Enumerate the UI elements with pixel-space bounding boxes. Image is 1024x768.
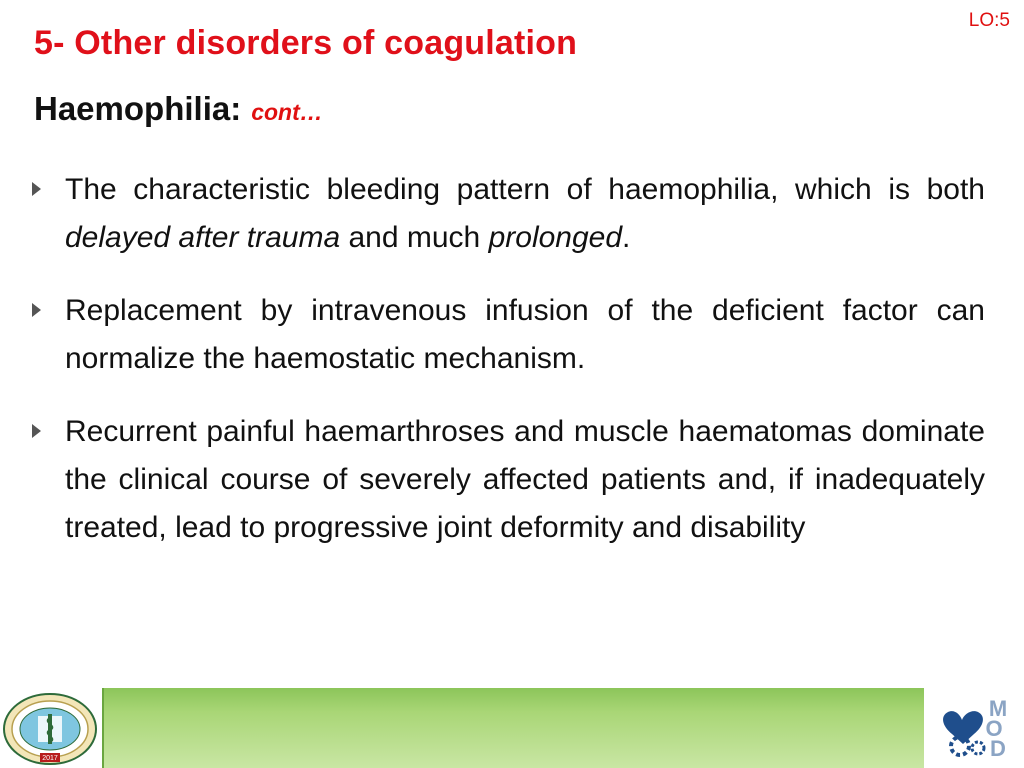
logo-letter-o: O <box>985 716 1003 741</box>
bullet-text: Recurrent painful haemarthroses and muscle haematomas dominate the clinical course of severely affected patients and, if inadequately treated, lead to progressive joint deformity and disability <box>65 415 985 544</box>
bullet-emphasis: delayed after trauma <box>65 221 341 254</box>
bullet-arrow-icon <box>32 303 41 317</box>
bullet-text: . <box>622 221 631 254</box>
subtitle-continued: cont… <box>251 99 323 125</box>
mod-logo-icon <box>932 694 1016 760</box>
bullet-text: Replacement by intravenous infusion of the deficient factor can normalize the haemostatic mechanism. <box>65 294 985 375</box>
bullet-emphasis: prolonged <box>488 221 623 254</box>
logo-letter-m: M <box>988 696 1008 721</box>
footer-bar <box>0 688 1024 768</box>
bullet-list <box>30 166 985 577</box>
footer-left-panel <box>0 688 104 768</box>
university-seal-icon <box>2 692 98 766</box>
subtitle-text: Haemophilia: <box>34 90 242 127</box>
footer-right-panel <box>924 688 1024 768</box>
bullet-text: The characteristic bleeding pattern of haemophilia, which is both <box>65 173 985 206</box>
seal-year: 2017 <box>42 755 58 762</box>
slide-title: 5- Other disorders of coagulation <box>34 24 578 62</box>
bullet-text: and much <box>340 221 489 254</box>
bullet-arrow-icon <box>32 182 41 196</box>
bullet-arrow-icon <box>32 424 41 438</box>
bullet-item <box>30 408 985 552</box>
bullet-item <box>30 287 985 383</box>
logo-letter-d: D <box>990 736 1006 760</box>
bullet-item <box>30 166 985 262</box>
slide-subtitle <box>34 90 323 128</box>
learning-objective-label: LO:5 <box>968 10 1010 31</box>
